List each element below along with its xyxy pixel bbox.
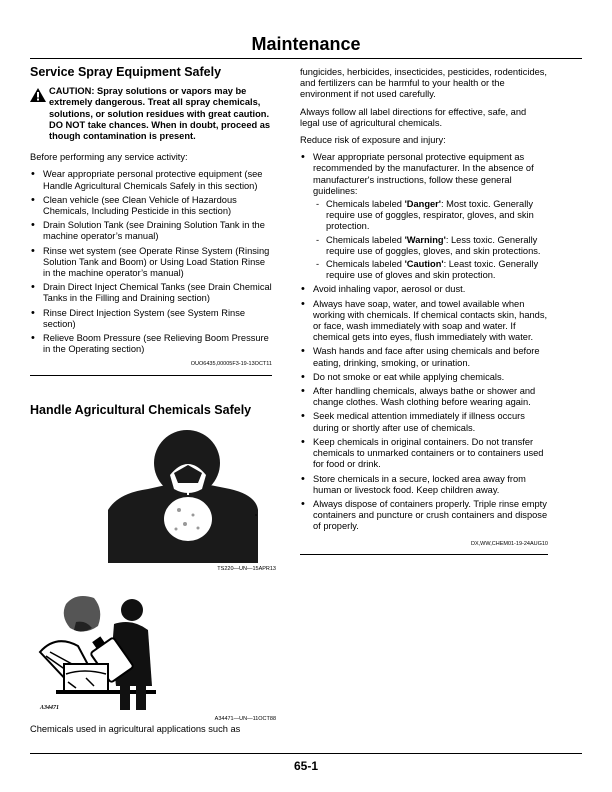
safety-list [300, 152, 548, 532]
warning-text: : Less toxic. Generally require use of goggles, gloves, and skin protections. [326, 234, 541, 256]
reference-code: DX,WW,CHEM01-19-24AUG10 [470, 540, 548, 547]
worker-pouring-chemical-illustration [36, 590, 168, 712]
reduce-risk-paragraph: Reduce risk of exposure and injury: [300, 135, 446, 146]
figure-caption-a34471: A34471—UN—11OCT88 [214, 716, 276, 722]
caution-label: 'Caution' [404, 259, 444, 270]
list-item: • Wear appropriate personal protective equipment (see Handle Agricultural Chemicals Safely in this section) [30, 169, 272, 191]
section-heading-service-spray: Service Spray Equipment Safely [30, 65, 222, 79]
service-list [30, 169, 272, 355]
list-item: • Avoid inhaling vapor, aerosol or dust. [300, 284, 548, 295]
header-rule [30, 58, 582, 59]
warning-prefix: Chemicals labeled [326, 234, 405, 245]
list-item: • Clean vehicle (see Clean Vehicle of Hazardous Chemicals, Including Pesticide in this section) [30, 195, 272, 217]
chemicals-harm-paragraph: fungicides, herbicides, insecticides, pesticides, rodenticides, and fertilizers can be harmful to your health or the environment if not used carefully. [300, 67, 548, 100]
figure-caption-ts220: TS220—UN—15APR13 [217, 566, 276, 572]
list-item: • Drain Solution Tank (see Draining Solution Tank in the machine operator’s manual) [30, 220, 272, 242]
figure-label-a34471: A34471 [40, 705, 60, 711]
reference-code: OUO6435,00005F3-19-13OCT11 [190, 361, 272, 368]
warning-item [313, 235, 548, 257]
label-directions-paragraph: Always follow all label directions for effective, safe, and legal use of agricultural chemicals. [300, 106, 527, 128]
list-item: • After handling chemicals, always bathe or shower and change clothes. Wash clothing before wearing again. [300, 386, 548, 408]
list-item: • Rinse wet system (see Operate Rinse System (Rinsing Solution Tank and Boom) or Using Load Station Rinse in the machine operator’s manual) [30, 246, 272, 280]
left-column [30, 67, 272, 376]
chemicals-intro-text: Chemicals used in agricultural applications such as [30, 724, 241, 734]
list-item: • Always dispose of containers properly. Triple rinse empty containers and puncture or crush containers and dispose of properly. [300, 499, 548, 533]
caution-text: CAUTION: Spray solutions or vapors may be extremely dangerous. Treat all spray chemicals, solutions, or solution residues with great caution. DO NOT take chances. When in doubt, proceed as though contamination is present. [49, 86, 271, 142]
respirator-head-illustration [108, 425, 258, 563]
list-item: • Do not smoke or eat while applying chemicals. [300, 372, 548, 383]
list-item: • Store chemicals in a secure, locked area away from human or livestock food. Keep children away. [300, 474, 548, 496]
footer-rule [30, 753, 582, 754]
danger-prefix: Chemicals labeled [326, 199, 405, 210]
section-heading-handle-chemicals: Handle Agricultural Chemicals Safely [30, 403, 252, 417]
list-item: • Always have soap, water, and towel available when working with chemicals. If chemical contacts skin, hands, or face, wash immediately with soap and water. If chemical gets into eyes, flush immediately with water. [300, 299, 548, 344]
caution-item [313, 259, 548, 281]
danger-label: 'Danger' [404, 199, 442, 210]
page-number: 65-1 [293, 759, 319, 773]
section-divider [30, 375, 272, 376]
list-item: • Drain Direct Inject Chemical Tanks (see Drain Chemical Tanks in the Filling and Draining section) [30, 282, 272, 304]
caution-block [30, 86, 272, 142]
danger-text: : Most toxic. Generally require use of goggles, respirator, gloves, and skin protection. [326, 199, 534, 232]
caution-item-text: : Least toxic. Generally require use of gloves and skin protection. [326, 259, 539, 281]
right-column [300, 67, 548, 555]
handle-chemicals-section [30, 405, 272, 416]
warning-label: 'Warning' [404, 234, 446, 245]
danger-item [313, 199, 548, 233]
list-item: • Seek medical attention immediately if illness occurs during or shortly after use of chemicals. [300, 411, 548, 433]
ppe-text: Wear appropriate personal protective equipment as recommended by the manufacturer. In the absence of manufacturer's instructions, follow these general guidelines: [313, 152, 534, 196]
list-item [300, 152, 548, 281]
page-title: Maintenance [251, 34, 361, 54]
caution-prefix: Chemicals labeled [326, 259, 405, 270]
warning-triangle-icon [30, 88, 46, 102]
list-item: • Rinse Direct Injection System (see System Rinse section) [30, 308, 272, 330]
section-divider [300, 554, 548, 555]
label-toxicity-list [313, 199, 548, 281]
list-item: • Keep chemicals in original containers. Do not transfer chemicals to unmarked containers or to containers used for food or drink. [300, 437, 548, 471]
service-intro: Before performing any service activity: [30, 152, 188, 163]
list-item: • Relieve Boom Pressure (see Relieving Boom Pressure in the Operating section) [30, 333, 272, 355]
list-item: • Wash hands and face after using chemicals and before eating, drinking, smoking, or urination. [300, 346, 548, 368]
